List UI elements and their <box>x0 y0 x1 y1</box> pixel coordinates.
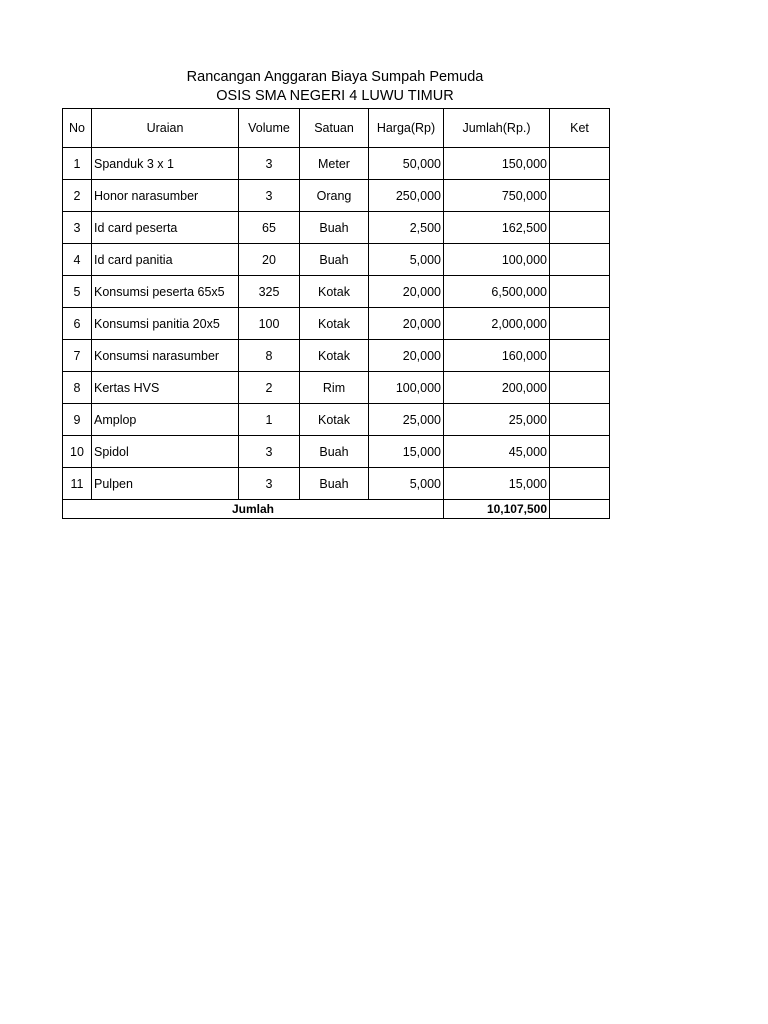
cell-ket <box>550 404 610 436</box>
table-row <box>63 276 610 308</box>
table-row <box>63 372 610 404</box>
header-row <box>63 109 610 148</box>
cell-volume: 325 <box>239 276 300 308</box>
cell-jumlah: 750,000 <box>444 180 550 212</box>
cell-satuan: Buah <box>300 212 369 244</box>
header-no: No <box>63 109 92 148</box>
cell-harga: 25,000 <box>369 404 444 436</box>
cell-uraian: Konsumsi panitia 20x5 <box>92 308 239 340</box>
table-footer <box>63 500 610 519</box>
cell-satuan: Kotak <box>300 404 369 436</box>
cell-uraian: Id card peserta <box>92 212 239 244</box>
total-ket <box>550 500 610 519</box>
cell-harga: 100,000 <box>369 372 444 404</box>
table-row <box>63 468 610 500</box>
cell-no: 9 <box>63 404 92 436</box>
cell-satuan: Kotak <box>300 276 369 308</box>
cell-ket <box>550 148 610 180</box>
table-row <box>63 180 610 212</box>
cell-satuan: Buah <box>300 468 369 500</box>
table-row <box>63 436 610 468</box>
cell-no: 7 <box>63 340 92 372</box>
cell-no: 8 <box>63 372 92 404</box>
header-uraian: Uraian <box>92 109 239 148</box>
cell-no: 3 <box>63 212 92 244</box>
cell-ket <box>550 308 610 340</box>
cell-volume: 8 <box>239 340 300 372</box>
cell-jumlah: 2,000,000 <box>444 308 550 340</box>
cell-no: 4 <box>63 244 92 276</box>
cell-uraian: Kertas HVS <box>92 372 239 404</box>
header-jumlah: Jumlah(Rp.) <box>444 109 550 148</box>
cell-volume: 3 <box>239 468 300 500</box>
cell-harga: 5,000 <box>369 468 444 500</box>
cell-ket <box>550 372 610 404</box>
cell-volume: 65 <box>239 212 300 244</box>
cell-jumlah: 45,000 <box>444 436 550 468</box>
cell-harga: 20,000 <box>369 276 444 308</box>
header-satuan: Satuan <box>300 109 369 148</box>
cell-no: 1 <box>63 148 92 180</box>
header-volume: Volume <box>239 109 300 148</box>
cell-no: 11 <box>63 468 92 500</box>
cell-jumlah: 160,000 <box>444 340 550 372</box>
cell-volume: 2 <box>239 372 300 404</box>
cell-harga: 20,000 <box>369 340 444 372</box>
title-line-1: Rancangan Anggaran Biaya Sumpah Pemuda <box>186 69 484 85</box>
table-row <box>63 340 610 372</box>
cell-satuan: Meter <box>300 148 369 180</box>
cell-uraian: Spidol <box>92 436 239 468</box>
cell-ket <box>550 276 610 308</box>
cell-volume: 1 <box>239 404 300 436</box>
header-ket: Ket <box>550 109 610 148</box>
cell-no: 10 <box>63 436 92 468</box>
cell-harga: 2,500 <box>369 212 444 244</box>
cell-satuan: Kotak <box>300 308 369 340</box>
cell-uraian: Konsumsi narasumber <box>92 340 239 372</box>
total-row <box>63 500 610 519</box>
cell-no: 5 <box>63 276 92 308</box>
cell-ket <box>550 436 610 468</box>
cell-jumlah: 162,500 <box>444 212 550 244</box>
cell-volume: 20 <box>239 244 300 276</box>
cell-no: 2 <box>63 180 92 212</box>
cell-jumlah: 15,000 <box>444 468 550 500</box>
cell-ket <box>550 468 610 500</box>
cell-volume: 3 <box>239 180 300 212</box>
cell-satuan: Buah <box>300 436 369 468</box>
cell-satuan: Orang <box>300 180 369 212</box>
total-label: Jumlah <box>63 500 444 519</box>
cell-satuan: Rim <box>300 372 369 404</box>
document-title <box>62 68 608 106</box>
table-row <box>63 212 610 244</box>
cell-volume: 3 <box>239 148 300 180</box>
cell-jumlah: 6,500,000 <box>444 276 550 308</box>
budget-table <box>62 108 610 519</box>
cell-ket <box>550 244 610 276</box>
cell-jumlah: 25,000 <box>444 404 550 436</box>
cell-uraian: Honor narasumber <box>92 180 239 212</box>
cell-uraian: Konsumsi peserta 65x5 <box>92 276 239 308</box>
cell-jumlah: 100,000 <box>444 244 550 276</box>
table-header <box>63 109 610 148</box>
cell-ket <box>550 180 610 212</box>
table-row <box>63 308 610 340</box>
cell-uraian: Pulpen <box>92 468 239 500</box>
cell-harga: 5,000 <box>369 244 444 276</box>
table-row <box>63 404 610 436</box>
cell-uraian: Spanduk 3 x 1 <box>92 148 239 180</box>
cell-ket <box>550 340 610 372</box>
table-body <box>63 148 610 500</box>
total-value: 10,107,500 <box>444 500 550 519</box>
cell-volume: 100 <box>239 308 300 340</box>
cell-ket <box>550 212 610 244</box>
cell-satuan: Kotak <box>300 340 369 372</box>
cell-harga: 50,000 <box>369 148 444 180</box>
cell-uraian: Amplop <box>92 404 239 436</box>
cell-jumlah: 200,000 <box>444 372 550 404</box>
cell-uraian: Id card panitia <box>92 244 239 276</box>
cell-satuan: Buah <box>300 244 369 276</box>
cell-jumlah: 150,000 <box>444 148 550 180</box>
cell-harga: 250,000 <box>369 180 444 212</box>
cell-volume: 3 <box>239 436 300 468</box>
header-harga: Harga(Rp) <box>369 109 444 148</box>
cell-harga: 20,000 <box>369 308 444 340</box>
cell-no: 6 <box>63 308 92 340</box>
title-line-2: OSIS SMA NEGERI 4 LUWU TIMUR <box>216 88 454 104</box>
table-row <box>63 148 610 180</box>
cell-harga: 15,000 <box>369 436 444 468</box>
table-row <box>63 244 610 276</box>
